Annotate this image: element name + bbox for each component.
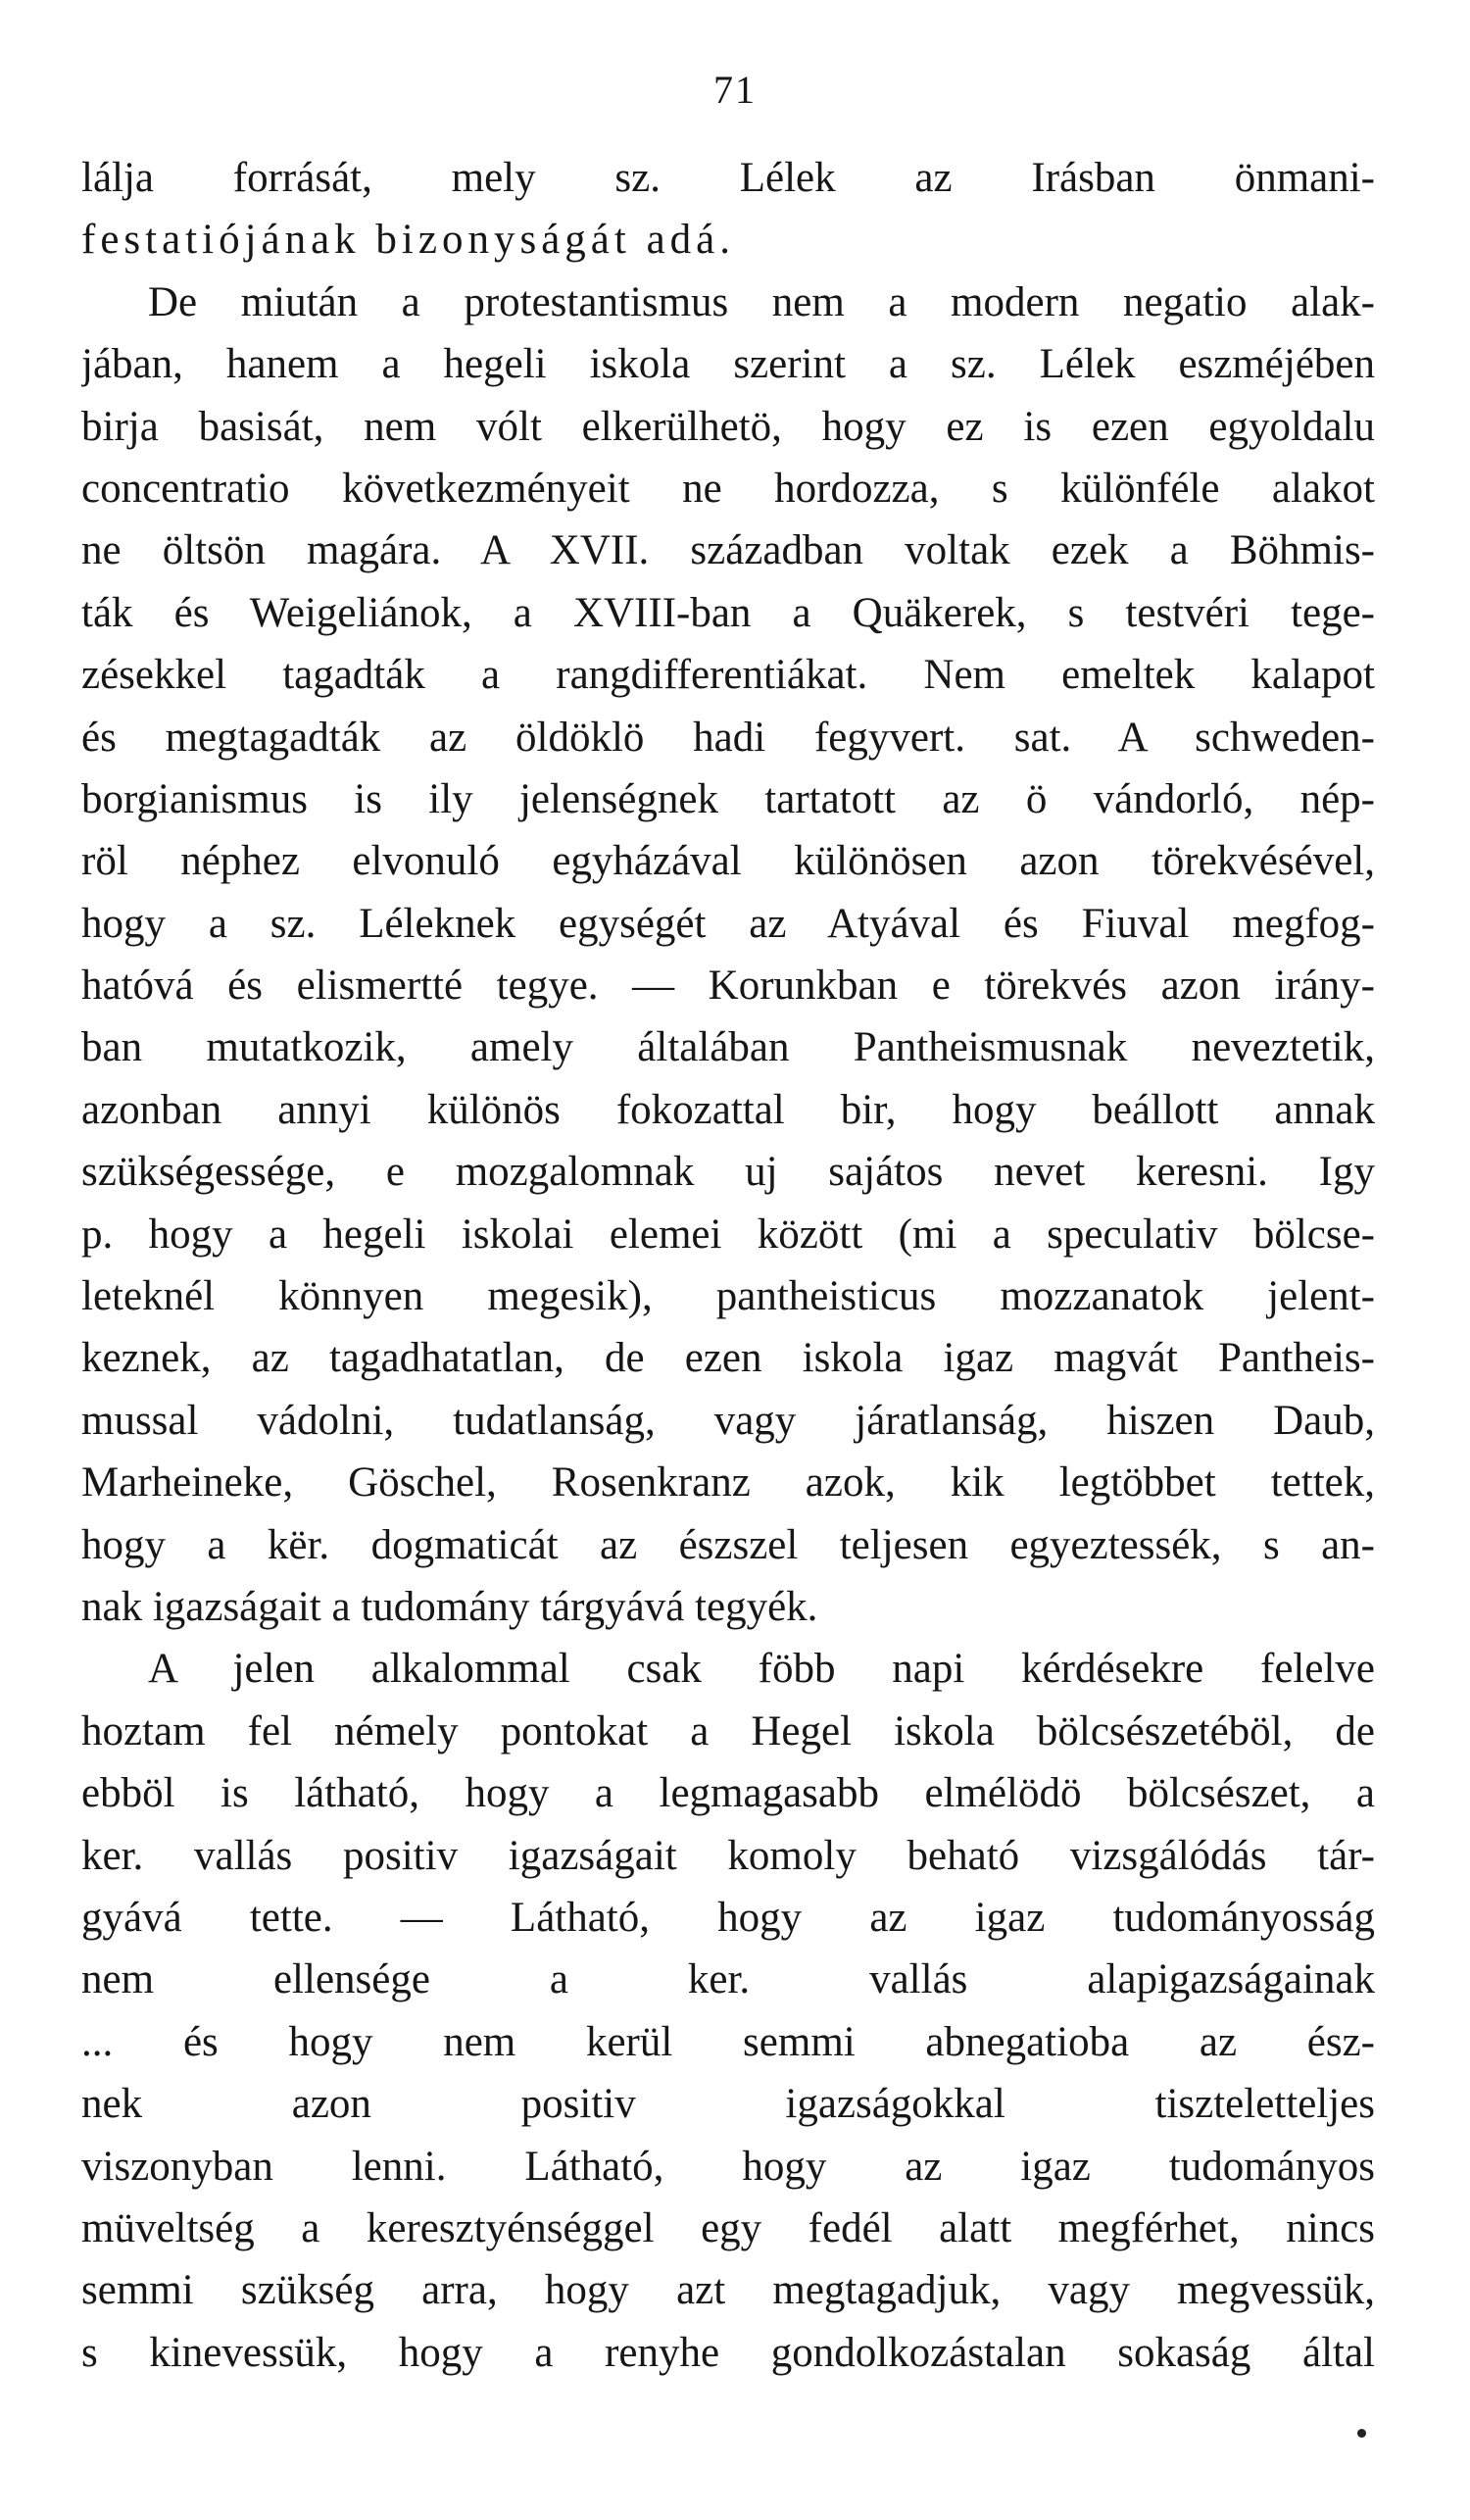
text-line: A jelen alkalommal csak föbb napi kérdésekre felelve (148, 1646, 1375, 1693)
text-line: hogy a kër. dogmaticát az észszel teljesen egyeztessék, s an- (81, 1521, 1375, 1568)
text-line: jában, hanem a hegeli iskola szerint a sz. Lélek eszméjében (81, 341, 1375, 388)
text-line: azonban annyi különös fokozattal bir, hogy beállott annak (81, 1086, 1375, 1133)
text-line: zésekkel tagadták a rangdifferentiákat. Nem emeltek kalapot (81, 652, 1375, 699)
text-line: nak igazságait a tudomány tárgyává tegyék. (81, 1583, 818, 1630)
page-number: 71 (713, 68, 757, 112)
text-line: birja basisát, nem vólt elkerülhetö, hogy ez is ezen egyoldalu (81, 403, 1375, 450)
text-line: röl néphez elvonuló egyházával különösen azon törekvésével, (81, 838, 1375, 885)
text-line: lálja forrását, mely sz. Lélek az Irásban önmani- (81, 155, 1375, 201)
text-line: festatiójának bizonyságát adá. (81, 217, 735, 264)
text-line: semmi szükség arra, hogy azt megtagadjuk, vagy megvessük, (81, 2267, 1375, 2314)
text-line: concentratio következményeit ne hordozza, s különféle alakot (81, 465, 1375, 512)
ink-speck (1357, 2429, 1366, 2438)
text-line: ... és hogy nem kerül semmi abnegatioba az ész- (81, 2018, 1375, 2065)
text-line: nem ellensége a ker. vallás alapigazságainak (81, 1956, 1375, 2003)
text-line: ebböl is látható, hogy a legmagasabb elmélödö bölcsészet, a (81, 1770, 1375, 1817)
text-line: hogy a sz. Léleknek egységét az Atyával és Fiuval megfog- (81, 900, 1375, 947)
text-line: s kinevessük, hogy a renyhe gondolkozástalan sokaság által (81, 2329, 1375, 2376)
text-line: és megtagadták az öldöklö hadi fegyvert. sat. A schweden- (81, 714, 1375, 761)
text-line: Marheineke, Göschel, Rosenkranz azok, kik legtöbbet tettek, (81, 1459, 1375, 1507)
text-line: ker. vallás positiv igazságait komoly beható vizsgálódás tár- (81, 1832, 1375, 1879)
text-line: nek azon positiv igazságokkal tiszteletteljes (81, 2081, 1375, 2128)
text-line: De miután a protestantismus nem a modern negatio alak- (148, 278, 1375, 325)
text-line: mussal vádolni, tudatlanság, vagy járatlanság, hiszen Daub, (81, 1397, 1375, 1444)
text-line: p. hogy a hegeli iskolai elemei között (mi a speculativ bölcse- (81, 1211, 1375, 1258)
text-line: hoztam fel némely pontokat a Hegel iskola bölcsészetéböl, de (81, 1707, 1375, 1754)
text-line: ban mutatkozik, amely általában Pantheismusnak neveztetik, (81, 1024, 1375, 1071)
text-line: gyává tette. — Látható, hogy az igaz tudományosság (81, 1894, 1375, 1941)
text-line: leteknél könnyen megesik), pantheisticus mozzanatok jelent- (81, 1273, 1375, 1320)
text-line: hatóvá és elismertté tegye. — Korunkban e törekvés azon irány- (81, 963, 1375, 1010)
text-line: ták és Weigeliánok, a XVIII-ban a Quäkerek, s testvéri tege- (81, 589, 1375, 636)
text-line: müveltség a keresztyénséggel egy fedél alatt megférhet, nincs (81, 2204, 1375, 2251)
text-line: viszonyban lenni. Látható, hogy az igaz tudományos (81, 2143, 1375, 2190)
body-text (81, 147, 1375, 2384)
text-line: ne öltsön magára. A XVII. században voltak ezek a Böhmis- (81, 527, 1375, 574)
text-line: szükségessége, e mozgalomnak uj sajátos nevet keresni. Igy (81, 1149, 1375, 1196)
text-line: borgianismus is ily jelenségnek tartatott az ö vándorló, nép- (81, 775, 1375, 822)
text-line: keznek, az tagadhatatlan, de ezen iskola igaz magvát Pantheis- (81, 1335, 1375, 1382)
